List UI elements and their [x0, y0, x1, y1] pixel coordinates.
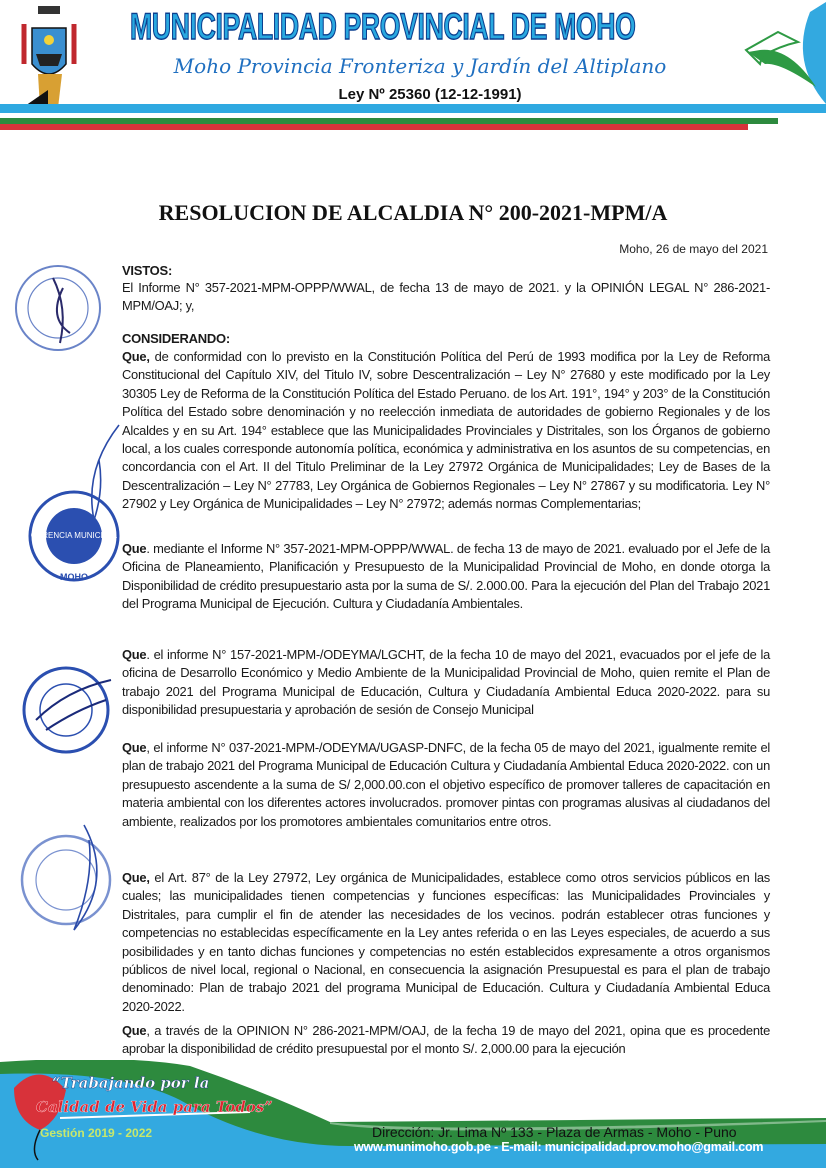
secretaria-stamp — [16, 660, 120, 760]
paragraph-text: el Art. 87° de la Ley 27972, Ley orgánica de Municipalidades, establece como otros servicios públicos en las cuales; las municipalidades tienen competencias y funciones específicas: las Municipalidades Provinciales y Distritales, para cumplir el fin de atender las necesidades de los vecinos. podrán establecer otras funciones y competencias no establecidas específicamente en la Ley antes referida o en las Leyes especiales, de acuerdo a sus posibilidades y en tanto dichas funciones y competencias no estén establecidos expresamente a otros organismos públicos de nivel local, regional o Nacional, en consecuencia la asignación Presupuestal es para el plan de trabajo denominado: Plan de trabajo 2021 del programa Municipal de Educación. Cultura y Ciudadanía Ambiental Educa 2020-2022. — [122, 870, 770, 1014]
header-divider-red — [0, 124, 748, 130]
paragraph-text: . mediante el Informe N° 357-2021-MPM-OPPP/WWAL. de fecha 13 de mayo de 2021. evaluado por el Jefe de la Oficina de Planeamiento, Planificación y Presupuesto de la Municipalidad Provincial de Moho, en donde otorga la Disponibilidad de crédito presupuestario asta por la suma de S/. 2.000.00. Para la ejecución del Plan del Trabajo 2021 del Programa Municipal de Ejecución. Cultura y Ciudadanía Ambientales. — [122, 541, 770, 612]
paragraph-lead: Que — [122, 740, 147, 755]
organization-name: MUNICIPALIDAD PROVINCIAL DE MOHO — [130, 6, 636, 47]
document-date: Moho, 26 de mayo del 2021 — [619, 242, 768, 256]
organization-motto: Moho Provincia Fronteriza y Jardín del Altiplano — [173, 54, 667, 78]
arrow-decoration-icon — [720, 2, 826, 104]
moho-stamp — [14, 820, 124, 940]
footer-slogan-line2: Calidad de Vida para Todos” — [36, 1098, 273, 1116]
paragraph-text: . el informe N° 157-2021-MPM-/ODEYMA/LGCHT, de la fecha 10 de mayo del 2021, evacuados por el jefe de la oficina de Desarrollo Económico y Medio Ambiente de la Municipalidad Provincial de Moho, quien remite el Plan de trabajo 2021 del Programa Municipal de Educación, Cultura y Ciudadanía Ambiental Educa 2020-2022. para su disponibilidad presupuestaria y aprobación de sesión de Consejo Municipal — [122, 647, 770, 718]
header-divider-blue — [0, 104, 826, 113]
considerando-paragraph — [122, 540, 770, 614]
considerando-paragraph — [122, 348, 770, 514]
gerencia-municipal-stamp — [24, 486, 124, 586]
seal-stamp — [8, 258, 108, 358]
paragraph-lead: Que, — [122, 349, 150, 364]
vistos-text: El Informe N° 357-2021-MPM-OPPP/WWAL, de fecha 13 de mayo de 2021. y la OPINIÓN LEGAL N° 286-2021-MPM/OAJ; y, — [122, 280, 770, 314]
considerando-paragraph — [122, 869, 770, 1016]
footer-web-email: www.munimoho.gob.pe - E-mail: municipalidad.prov.moho@gmail.com — [354, 1140, 764, 1154]
paragraph-text: , a través de la OPINION N° 286-2021-MPM/OAJ, de la fecha 19 de mayo del 2021, opina que es procedente aprobar la disponibilidad de crédito presupuestal por el monto S/. 2,000.00 para la ejecución — [122, 1023, 770, 1057]
paragraph-text: de conformidad con lo previsto en la Constitución Política del Perú de 1993 modifica por la Ley de Reforma Constitucional del Capítulo XIV, del Titulo IV, sobre Descentralización – Ley N° 27680 y este modificado por la Ley 30305 Ley de Reforma de la Constitución Política del Estado Peruano. de los Art. 191°, 194° y 203° de la Constitución Política del Estado sobre denominación y no reelección inmediata de autoridades de gobierno Regionales y de los Alcaldes y en su Art. 194° establece que las Municipalidades Provinciales y Distritales, son los Órganos de gobierno local, a los cuales corresponde autonomía política, económica y administrativa en los asuntos de su competencias, en concordancia con el Art. II del Titulo Preliminar de la Ley 27972 Orgánica de Municipalidades; Ley de Bases de la Descentralización – Ley N° 27783, Ley Orgánica de Gobiernos Regionales – Ley N° 27867 y su modificatoria. Ley N° 27902 y Ley Orgánica de Municipalidades – Ley N° 27972; además normas Complementarias; — [122, 349, 770, 512]
municipal-crest-logo — [18, 4, 80, 110]
footer-address: Dirección: Jr. Lima Nº 133 - Plaza de Armas - Moho - Puno — [372, 1124, 737, 1140]
resolution-title: RESOLUCION DE ALCALDIA N° 200-2021-MPM/A — [158, 200, 668, 225]
considerando-paragraph — [122, 646, 770, 720]
paragraph-text: , el informe N° 037-2021-MPM-/ODEYMA/UGASP-DNFC, de la fecha 05 de mayo del 2021, igualmente remite el plan de trabajo 2021 del Programa Municipal de Educación Cultura y Ciudadanía Ambiental Educa 2020-2022. con un presupuesto ascendente a la suma de S/ 2,000.00.con el objetivo específico de promover talleres de capacitación en materia ambiental con los diferentes actores involucrados. promover pintas con programas alusivas al ciudadanos del ambiente, realizados por los promotores ambientales comunitarios entre otros. — [122, 740, 770, 829]
stamp-text: GERENCIA MUNICIPAL — [30, 531, 118, 540]
considerando-heading: CONSIDERANDO: — [122, 331, 230, 346]
footer-slogan-line1: “Trabajando por la — [52, 1074, 210, 1092]
stamp-text: MOHO — [60, 572, 88, 582]
paragraph-lead: Que, — [122, 870, 150, 885]
paragraph-lead: Que — [122, 541, 147, 556]
considerando-paragraph — [122, 1022, 770, 1059]
paragraph-lead: Que — [122, 1023, 147, 1038]
vistos-heading: VISTOS: — [122, 263, 173, 278]
creation-law: Ley Nº 25360 (12-12-1991) — [338, 86, 522, 103]
considerando-paragraph — [122, 739, 770, 831]
paragraph-lead: Que — [122, 647, 147, 662]
footer-gestion: Gestión 2019 - 2022 — [40, 1126, 153, 1140]
